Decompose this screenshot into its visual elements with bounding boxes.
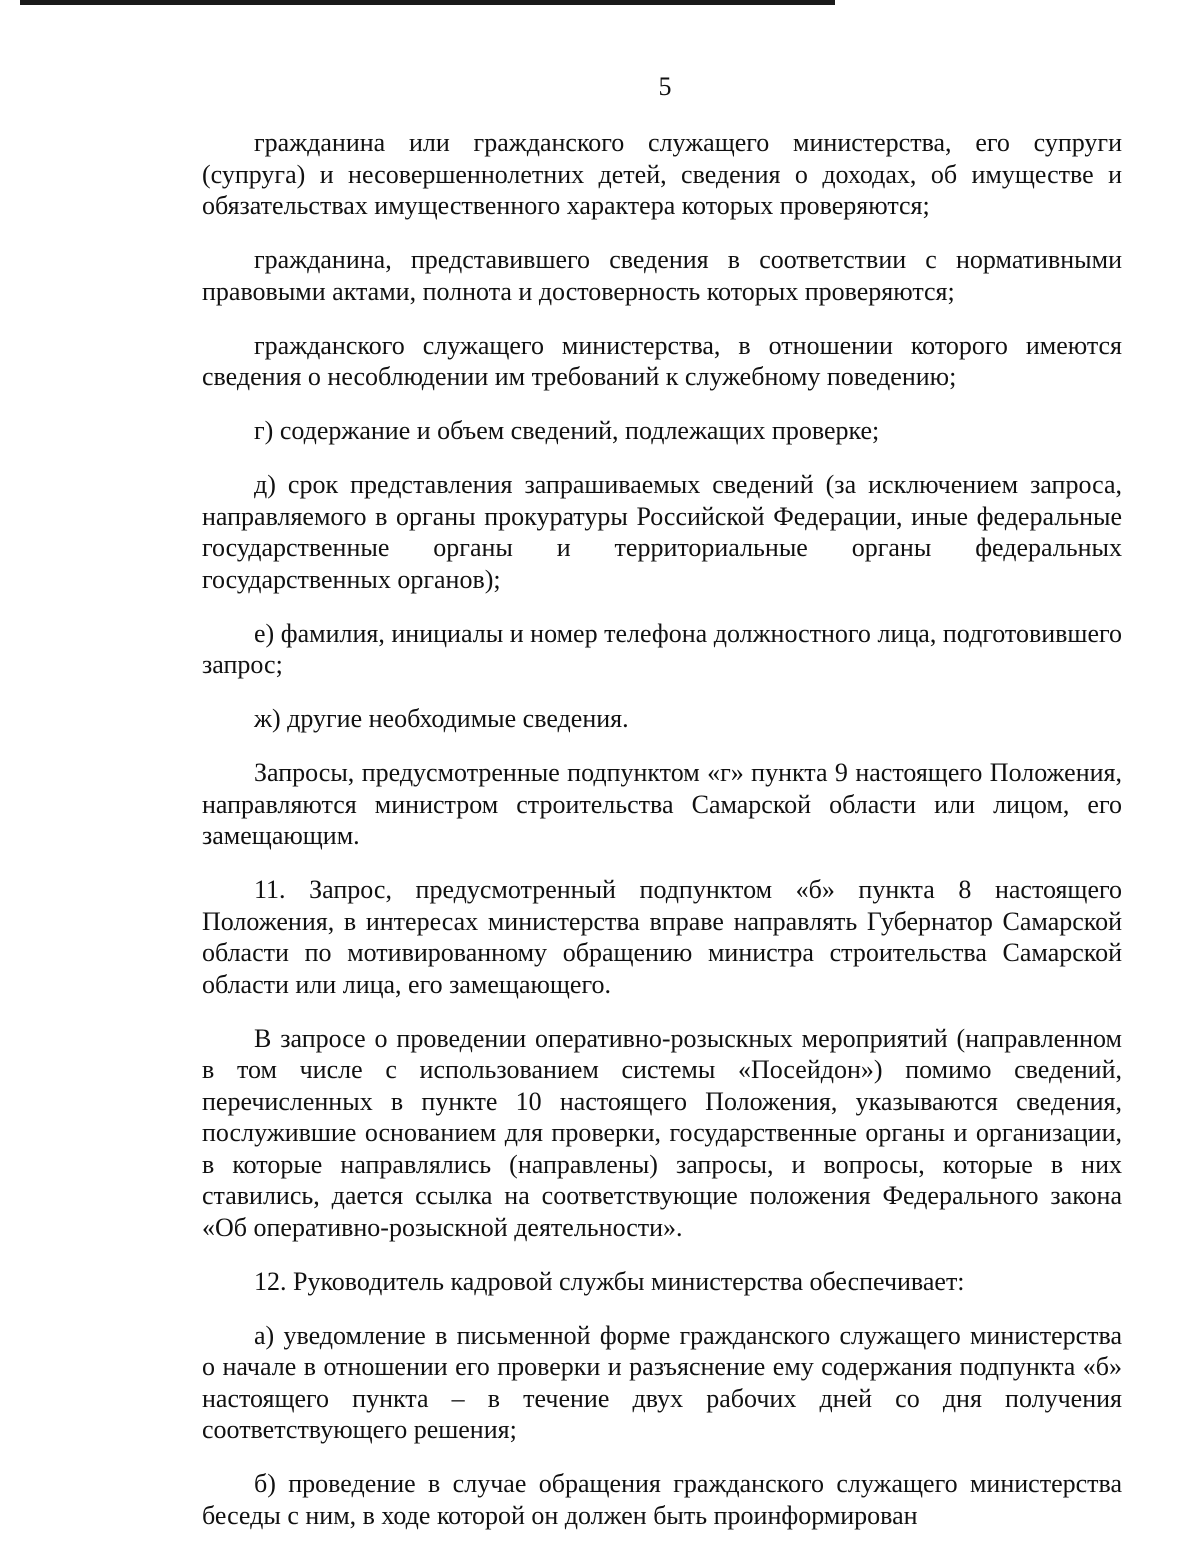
paragraph-citizen-submitted: гражданина, представившего сведения в соответствии с нормативными правовыми актами, полнота и достоверность которых проверяются; (202, 245, 1122, 306)
paragraph-section-12: 12. Руководитель кадровой службы министерства обеспечивает: (254, 1266, 965, 1296)
paragraph-citizen-or-servant: гражданина или гражданского служащего министерства, его супруги (супруга) и несовершеннолетних детей, сведения о доходах, об имуществе и обязательствах имущественного характера которых проверяются; (202, 128, 1122, 220)
paragraph-operative-search-request: В запросе о проведении оперативно-розыскных мероприятий (направленном в том числе с использованием системы «Посейдон») помимо сведений, перечисленных в пункте 10 настоящего Положения, указываются сведения, послужившие основанием для проверки, государственные органы и организации, в которые направлялись (направлены) запросы, и вопросы, которые в них ставились, дается ссылка на соответствующие положения Федерального закона «Об оперативно-розыскной деятельности». (202, 1023, 1122, 1242)
paragraph-item-d: д) срок представления запрашиваемых сведений (за исключением запроса, направляемого в органы прокуратуры Российской Федерации, иные федеральные государственные органы и территориальные органы федеральных государственных органов); (202, 470, 1122, 594)
scan-top-edge (20, 0, 835, 5)
paragraph-item-a-notification: а) уведомление в письменной форме гражданского служащего министерства о начале в отношении его проверки и разъяснение ему содержания подпункта «б» настоящего пункта – в течение двух рабочих дней со дня получения соответствующего решения; (202, 1320, 1122, 1444)
paragraph-item-b-conversation: б) проведение в случае обращения гражданского служащего министерства беседы с ним, в ходе которой он должен быть проинформирован (202, 1469, 1122, 1530)
paragraph-item-e: е) фамилия, инициалы и номер телефона должностного лица, подготовившего запрос; (202, 618, 1122, 679)
paragraph-item-zh: ж) другие необходимые сведения. (254, 704, 629, 733)
paragraph-item-g: г) содержание и объем сведений, подлежащих проверке; (254, 416, 880, 445)
page-number: 5 (658, 72, 672, 101)
document-body (202, 127, 1122, 1531)
paragraph-servant-conduct: гражданского служащего министерства, в отношении которого имеются сведения о несоблюдении им требований к служебному поведению; (202, 330, 1122, 391)
paragraph-requests-sent-by: Запросы, предусмотренные подпунктом «г» пункта 9 настоящего Положения, направляются министром строительства Самарской области или лицом, его замещающим. (202, 758, 1122, 850)
paragraph-section-11: 11. Запрос, предусмотренный подпунктом «б» пункта 8 настоящего Положения, в интересах министерства вправе направлять Губернатор Самарской области по мотивированному обращению министра строительства Самарской области или лица, его замещающего. (202, 875, 1122, 999)
